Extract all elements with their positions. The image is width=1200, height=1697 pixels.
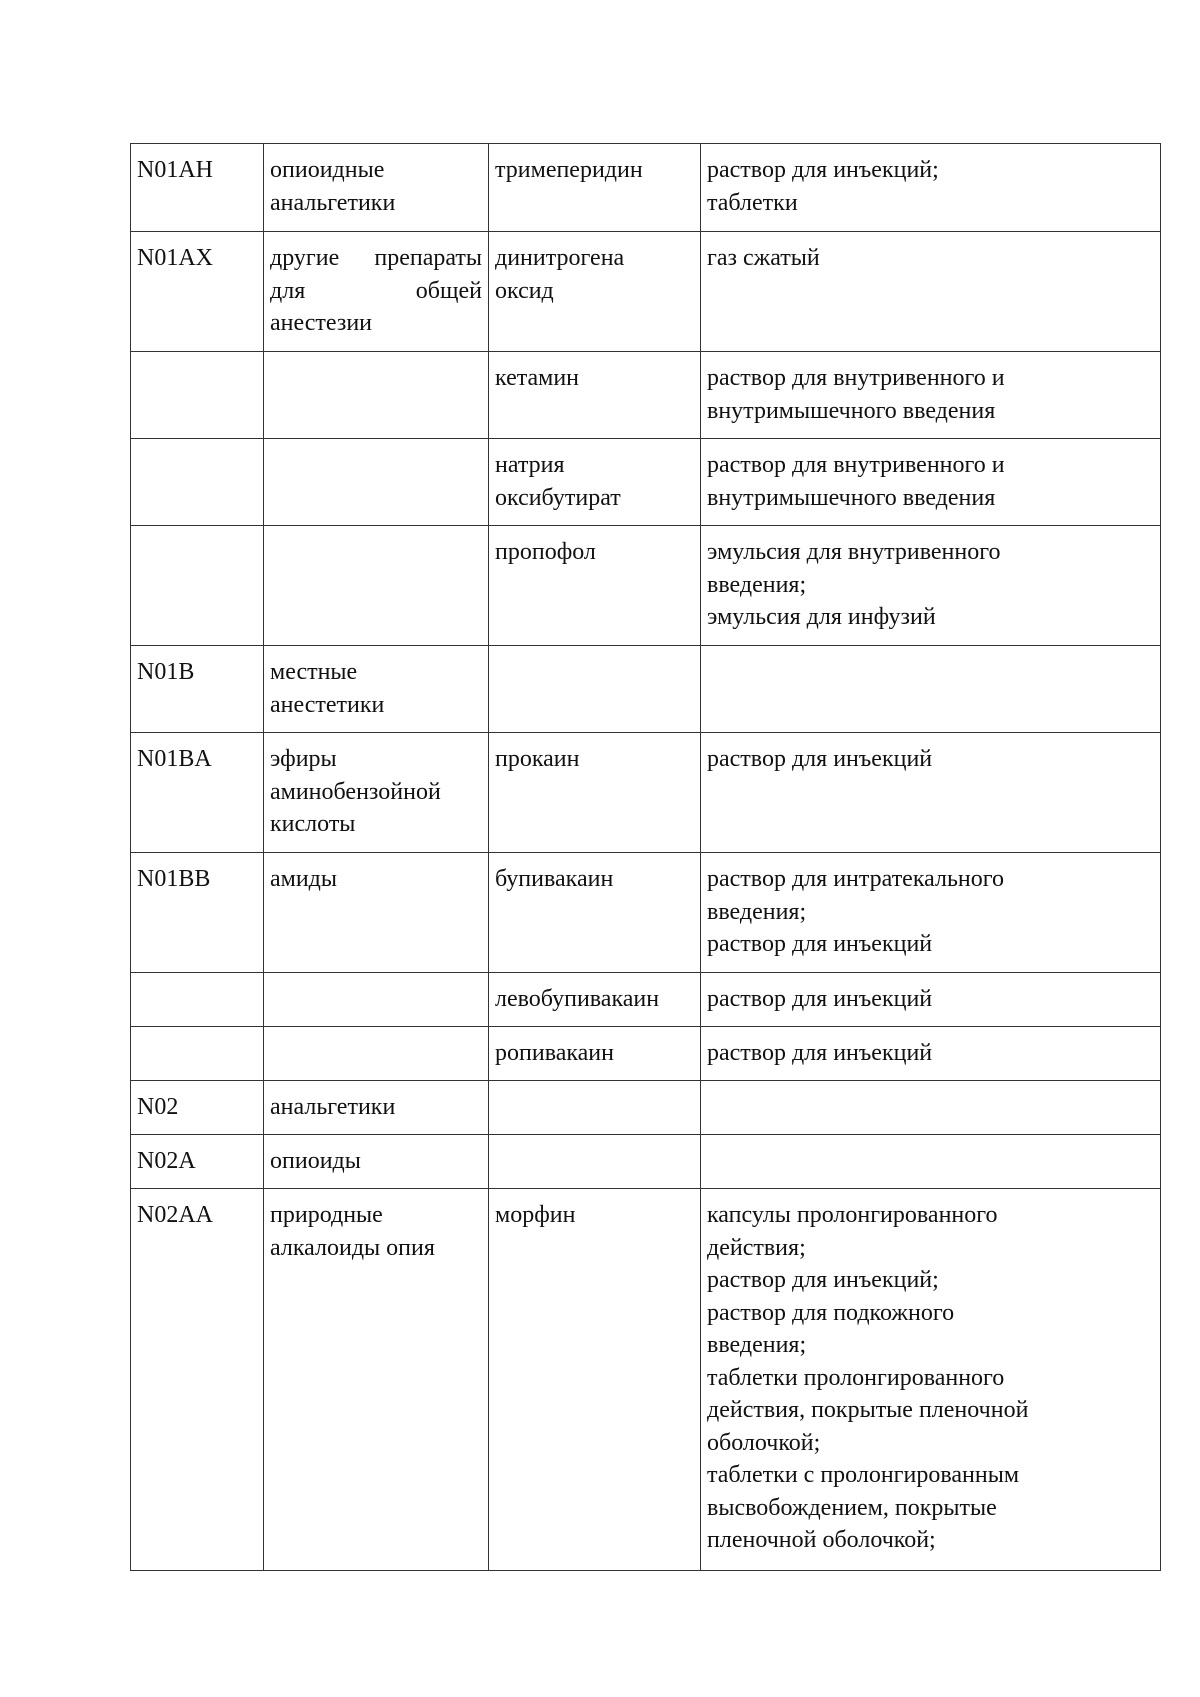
table-row <box>131 646 1161 733</box>
group-name-cell: местные анестетики <box>264 646 489 733</box>
table-row <box>131 439 1161 526</box>
dosage-form-cell <box>701 1135 1161 1189</box>
dosage-form-cell: газ сжатый <box>701 232 1161 352</box>
atc-code-cell <box>131 526 264 646</box>
dosage-form-cell: капсулы пролонгированного действия; раствор для инъекций; раствор для подкожного введения; таблетки пролонгированного действия, покрытые пленочной оболочкой; таблетки с пролонгированным высвобождением, покрытые пленочной оболочкой; <box>701 1189 1161 1571</box>
table-row <box>131 352 1161 439</box>
substance-cell: морфин <box>489 1189 701 1571</box>
atc-code-cell: N02AA <box>131 1189 264 1571</box>
table-row <box>131 1189 1161 1571</box>
atc-code-cell <box>131 973 264 1027</box>
group-name-cell <box>264 352 489 439</box>
substance-cell: ропивакаин <box>489 1027 701 1081</box>
table-row <box>131 1027 1161 1081</box>
table-row <box>131 232 1161 352</box>
dosage-form-cell: раствор для инъекций <box>701 733 1161 853</box>
atc-code-cell: N02A <box>131 1135 264 1189</box>
atc-code-cell: N01AH <box>131 144 264 232</box>
table-row <box>131 973 1161 1027</box>
group-name-cell <box>264 526 489 646</box>
group-name-cell: амиды <box>264 853 489 973</box>
group-name-cell: опиоидные анальгетики <box>264 144 489 232</box>
dosage-form-cell: раствор для инъекций; таблетки <box>701 144 1161 232</box>
dosage-form-cell: раствор для инъекций <box>701 973 1161 1027</box>
atc-code-cell: N02 <box>131 1081 264 1135</box>
dosage-form-cell: раствор для инъекций <box>701 1027 1161 1081</box>
atc-code-cell: N01B <box>131 646 264 733</box>
substance-cell: кетамин <box>489 352 701 439</box>
table-row <box>131 733 1161 853</box>
table-row <box>131 853 1161 973</box>
atc-code-cell <box>131 439 264 526</box>
atc-code-cell <box>131 1027 264 1081</box>
dosage-form-cell <box>701 646 1161 733</box>
substance-cell: пропофол <box>489 526 701 646</box>
dosage-form-cell: эмульсия для внутривенного введения; эмульсия для инфузий <box>701 526 1161 646</box>
group-name-cell: природные алкалоиды опия <box>264 1189 489 1571</box>
group-name-cell: анальгетики <box>264 1081 489 1135</box>
substance-cell: тримеперидин <box>489 144 701 232</box>
group-name-cell: другие препараты для общей анестезии <box>264 232 489 352</box>
dosage-form-cell: раствор для внутривенного и внутримышечного введения <box>701 352 1161 439</box>
substance-cell: бупивакаин <box>489 853 701 973</box>
group-name-cell <box>264 439 489 526</box>
substance-cell <box>489 1081 701 1135</box>
substance-cell: динитрогена оксид <box>489 232 701 352</box>
substance-cell: натрия оксибутират <box>489 439 701 526</box>
dosage-form-cell: раствор для внутривенного и внутримышечного введения <box>701 439 1161 526</box>
table-row <box>131 1081 1161 1135</box>
dosage-form-cell: раствор для интратекального введения; раствор для инъекций <box>701 853 1161 973</box>
group-name-cell: опиоиды <box>264 1135 489 1189</box>
table-row <box>131 526 1161 646</box>
atc-code-cell: N01BB <box>131 853 264 973</box>
group-name-cell <box>264 973 489 1027</box>
substance-cell <box>489 1135 701 1189</box>
substance-cell <box>489 646 701 733</box>
medication-table <box>130 143 1161 1571</box>
atc-code-cell: N01AX <box>131 232 264 352</box>
substance-cell: левобупивакаин <box>489 973 701 1027</box>
atc-code-cell: N01BA <box>131 733 264 853</box>
table-row <box>131 144 1161 232</box>
substance-cell: прокаин <box>489 733 701 853</box>
dosage-form-cell <box>701 1081 1161 1135</box>
group-name-cell: эфиры аминобензойной кислоты <box>264 733 489 853</box>
group-name-cell <box>264 1027 489 1081</box>
atc-code-cell <box>131 352 264 439</box>
table-row <box>131 1135 1161 1189</box>
